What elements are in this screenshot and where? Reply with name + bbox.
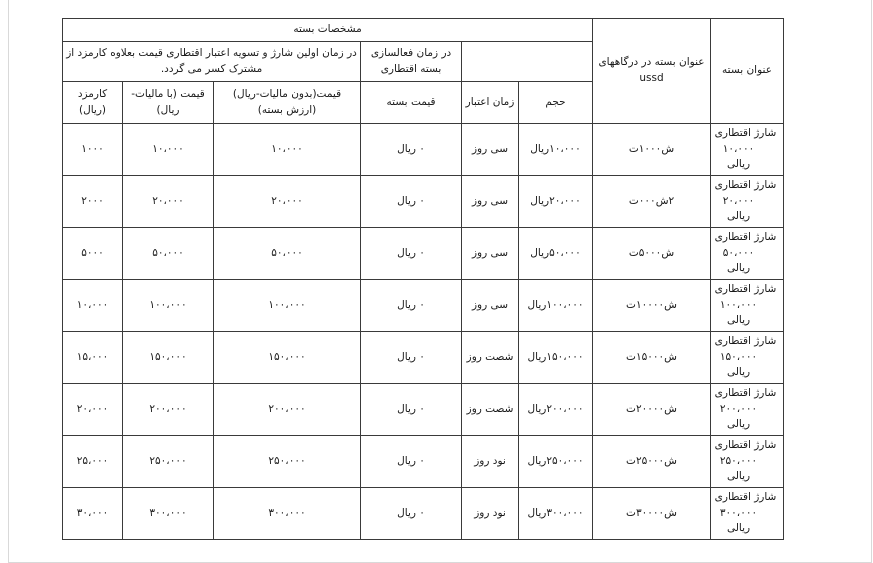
header-validity: زمان اعتبار	[462, 82, 519, 124]
cell-price-with-tax: ۱۰،۰۰۰	[123, 124, 214, 176]
cell-title	[711, 124, 784, 176]
title-line-2: ۲۰،۰۰۰ ریالی	[722, 194, 755, 223]
header-volume: حجم	[519, 82, 593, 124]
cell-volume: ۲۵۰،۰۰۰ریال	[519, 436, 593, 488]
title-line-2: ۱۰،۰۰۰ ریالی	[722, 142, 755, 171]
cell-volume: ۲۰،۰۰۰ریال	[519, 176, 593, 228]
cell-volume: ۲۰۰،۰۰۰ریال	[519, 384, 593, 436]
cell-price-no-tax: ۲۰۰،۰۰۰	[214, 384, 361, 436]
cell-ussd: ش۲۵۰۰۰ت	[593, 436, 711, 488]
cell-title	[711, 228, 784, 280]
cell-volume: ۱۵۰،۰۰۰ریال	[519, 332, 593, 384]
cell-fee: ۲۵،۰۰۰	[63, 436, 123, 488]
table-row	[63, 176, 784, 228]
cell-validity: نود روز	[462, 436, 519, 488]
header-package-price: قیمت بسته	[361, 82, 462, 124]
cell-price-with-tax: ۳۰۰،۰۰۰	[123, 488, 214, 540]
cell-volume: ۱۰،۰۰۰ریال	[519, 124, 593, 176]
package-table	[62, 18, 784, 540]
header-specs: مشخصات بسته	[63, 19, 593, 42]
cell-price-with-tax: ۵۰،۰۰۰	[123, 228, 214, 280]
cell-price-no-tax: ۱۰،۰۰۰	[214, 124, 361, 176]
title-line-2: ۱۵۰،۰۰۰ ریالی	[719, 350, 758, 379]
header-fee: کارمزد (ریال)	[63, 82, 123, 124]
cell-ussd: ش۲۰۰۰۰ت	[593, 384, 711, 436]
cell-fee: ۲۰،۰۰۰	[63, 384, 123, 436]
cell-price-with-tax: ۲۵۰،۰۰۰	[123, 436, 214, 488]
cell-fee: ۳۰،۰۰۰	[63, 488, 123, 540]
cell-price-no-tax: ۱۵۰،۰۰۰	[214, 332, 361, 384]
cell-price-no-tax: ۵۰،۰۰۰	[214, 228, 361, 280]
title-line-1: شارژ اقتطاری	[714, 490, 777, 503]
cell-price-no-tax: ۲۵۰،۰۰۰	[214, 436, 361, 488]
title-line-1: شارژ اقتطاری	[714, 126, 777, 139]
title-line-1: شارژ اقتطاری	[714, 282, 777, 295]
table-row	[63, 436, 784, 488]
cell-price-no-tax: ۱۰۰،۰۰۰	[214, 280, 361, 332]
cell-package-price: ۰ ریال	[361, 124, 462, 176]
cell-validity: نود روز	[462, 488, 519, 540]
cell-fee: ۵۰۰۰	[63, 228, 123, 280]
cell-ussd: ش۱۰۰۰ت	[593, 124, 711, 176]
cell-validity: شصت روز	[462, 332, 519, 384]
cell-title	[711, 280, 784, 332]
cell-ussd: ش۱۰۰۰۰ت	[593, 280, 711, 332]
cell-title	[711, 384, 784, 436]
title-line-2: ۲۵۰،۰۰۰ ریالی	[719, 454, 758, 483]
title-line-1: شارژ اقتطاری	[714, 230, 777, 243]
table-row	[63, 488, 784, 540]
cell-ussd: ۲ش۰۰۰ت	[593, 176, 711, 228]
table-row	[63, 280, 784, 332]
header-activation-group: در زمان فعالسازی بسته اقتطاری	[361, 42, 462, 82]
title-line-1: شارژ اقتطاری	[714, 386, 777, 399]
cell-package-price: ۰ ریال	[361, 280, 462, 332]
header-empty-group	[462, 42, 593, 82]
cell-package-price: ۰ ریال	[361, 332, 462, 384]
header-package-title: عنوان بسته	[711, 19, 784, 124]
title-line-2: ۵۰،۰۰۰ ریالی	[722, 246, 755, 275]
title-line-2: ۲۰۰،۰۰۰ ریالی	[719, 402, 758, 431]
title-line-1: شارژ اقتطاری	[714, 438, 777, 451]
cell-ussd: ش۳۰۰۰۰ت	[593, 488, 711, 540]
cell-fee: ۲۰۰۰	[63, 176, 123, 228]
cell-validity: سی روز	[462, 228, 519, 280]
cell-validity: سی روز	[462, 176, 519, 228]
cell-package-price: ۰ ریال	[361, 228, 462, 280]
cell-price-with-tax: ۱۰۰،۰۰۰	[123, 280, 214, 332]
cell-validity: شصت روز	[462, 384, 519, 436]
header-price-no-tax-label: قیمت(بدون مالیات-ریال)	[232, 87, 342, 100]
table-row	[63, 384, 784, 436]
cell-price-with-tax: ۲۰۰،۰۰۰	[123, 384, 214, 436]
cell-title	[711, 332, 784, 384]
table-row	[63, 332, 784, 384]
header-first-charge-group: در زمان اولین شارژ و تسویه اعتبار اقتطاری قیمت بعلاوه کارمزد از مشترک کسر می گردد.	[63, 42, 361, 82]
title-line-1: شارژ اقتطاری	[714, 178, 777, 191]
cell-price-no-tax: ۲۰،۰۰۰	[214, 176, 361, 228]
cell-fee: ۱۵،۰۰۰	[63, 332, 123, 384]
cell-volume: ۳۰۰،۰۰۰ریال	[519, 488, 593, 540]
table-row	[63, 228, 784, 280]
cell-title	[711, 436, 784, 488]
cell-fee: ۱۰۰۰	[63, 124, 123, 176]
cell-package-price: ۰ ریال	[361, 488, 462, 540]
cell-validity: سی روز	[462, 280, 519, 332]
cell-volume: ۵۰،۰۰۰ریال	[519, 228, 593, 280]
cell-volume: ۱۰۰،۰۰۰ریال	[519, 280, 593, 332]
table-row	[63, 124, 784, 176]
title-line-2: ۳۰۰،۰۰۰ ریالی	[719, 506, 758, 535]
header-price-no-tax-sub: (ارزش بسته)	[257, 103, 317, 116]
cell-fee: ۱۰،۰۰۰	[63, 280, 123, 332]
cell-ussd: ش۵۰۰۰ت	[593, 228, 711, 280]
cell-price-with-tax: ۱۵۰،۰۰۰	[123, 332, 214, 384]
header-price-with-tax: قیمت (با مالیات-ریال)	[123, 82, 214, 124]
cell-price-no-tax: ۳۰۰،۰۰۰	[214, 488, 361, 540]
cell-title	[711, 176, 784, 228]
header-ussd-title: عنوان بسته در درگاههای ussd	[593, 19, 711, 124]
title-line-1: شارژ اقتطاری	[714, 334, 777, 347]
title-line-2: ۱۰۰،۰۰۰ ریالی	[719, 298, 758, 327]
cell-package-price: ۰ ریال	[361, 176, 462, 228]
cell-ussd: ش۱۵۰۰۰ت	[593, 332, 711, 384]
cell-price-with-tax: ۲۰،۰۰۰	[123, 176, 214, 228]
cell-package-price: ۰ ریال	[361, 436, 462, 488]
header-price-no-tax	[214, 82, 361, 124]
cell-package-price: ۰ ریال	[361, 384, 462, 436]
cell-validity: سی روز	[462, 124, 519, 176]
cell-title	[711, 488, 784, 540]
